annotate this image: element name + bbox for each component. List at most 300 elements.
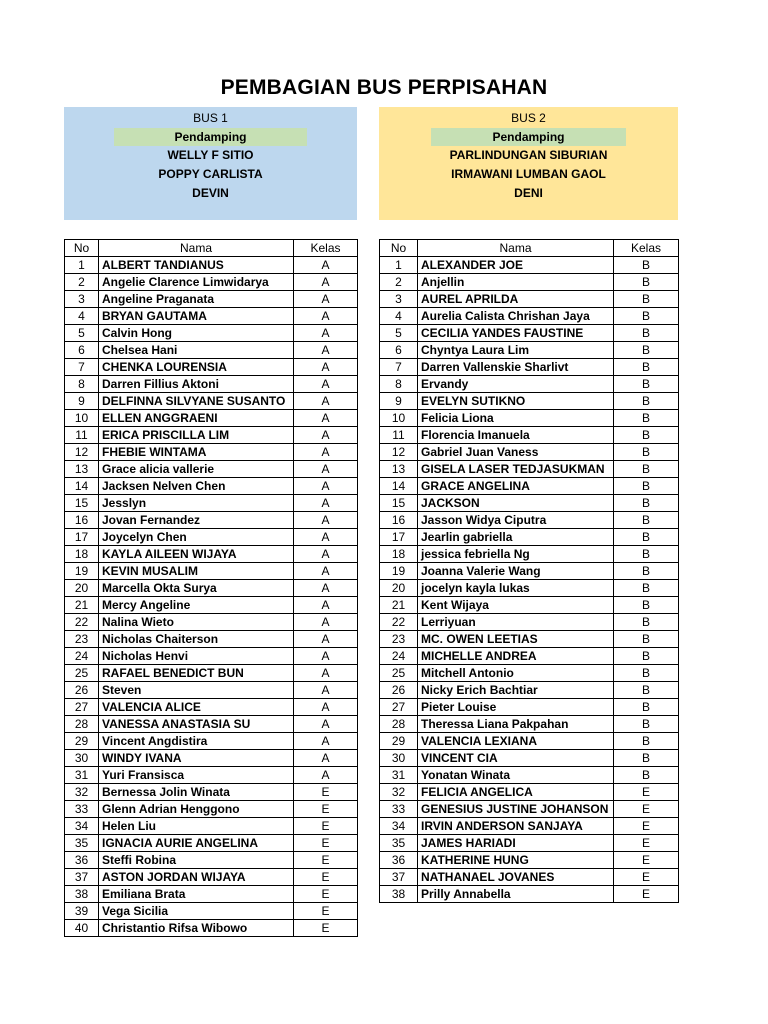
student-class: B <box>614 597 679 614</box>
student-name: Angelie Clarence Limwidarya <box>99 274 294 291</box>
student-class: A <box>294 308 358 325</box>
student-name: Bernessa Jolin Winata <box>99 784 294 801</box>
table-row <box>380 750 679 767</box>
bus-1-label: BUS 1 <box>193 111 228 125</box>
table-row <box>380 818 679 835</box>
table-row <box>65 631 358 648</box>
table-row <box>65 835 358 852</box>
table-row <box>65 750 358 767</box>
table-row <box>380 410 679 427</box>
row-number: 20 <box>65 580 99 597</box>
table-row <box>65 767 358 784</box>
student-class: B <box>614 274 679 291</box>
student-class: A <box>294 257 358 274</box>
student-name: DELFINNA SILVYANE SUSANTO <box>99 393 294 410</box>
table-row <box>65 529 358 546</box>
student-class: A <box>294 376 358 393</box>
student-class: B <box>614 767 679 784</box>
header-kelas: Kelas <box>294 240 358 257</box>
student-name: CECILIA YANDES FAUSTINE <box>418 325 614 342</box>
student-name: ALEXANDER JOE <box>418 257 614 274</box>
table-row <box>380 852 679 869</box>
student-name: Mercy Angeline <box>99 597 294 614</box>
table-row <box>65 716 358 733</box>
student-class: B <box>614 359 679 376</box>
student-class: A <box>294 648 358 665</box>
student-name: ALBERT TANDIANUS <box>99 257 294 274</box>
student-name: JAMES HARIADI <box>418 835 614 852</box>
row-number: 17 <box>65 529 99 546</box>
row-number: 19 <box>65 563 99 580</box>
student-name: Vega Sicilia <box>99 903 294 920</box>
row-number: 2 <box>380 274 418 291</box>
student-class: B <box>614 427 679 444</box>
student-class: B <box>614 325 679 342</box>
table-row <box>380 580 679 597</box>
student-name: AUREL APRILDA <box>418 291 614 308</box>
table-row <box>65 784 358 801</box>
row-number: 28 <box>65 716 99 733</box>
table-row <box>380 274 679 291</box>
header-no: No <box>65 240 99 257</box>
row-number: 8 <box>380 376 418 393</box>
table-row <box>65 376 358 393</box>
student-name: IRVIN ANDERSON SANJAYA <box>418 818 614 835</box>
student-class: A <box>294 478 358 495</box>
row-number: 15 <box>380 495 418 512</box>
student-name: Angeline Praganata <box>99 291 294 308</box>
table-row <box>380 342 679 359</box>
student-name: Marcella Okta Surya <box>99 580 294 597</box>
row-number: 22 <box>380 614 418 631</box>
student-class: B <box>614 580 679 597</box>
row-number: 4 <box>65 308 99 325</box>
student-class: E <box>294 869 358 886</box>
row-number: 6 <box>380 342 418 359</box>
bus-2-student-table <box>379 239 679 903</box>
student-name: ASTON JORDAN WIJAYA <box>99 869 294 886</box>
table-row <box>65 648 358 665</box>
table-row <box>380 308 679 325</box>
student-class: B <box>614 682 679 699</box>
student-name: Darren Vallenskie Sharlivt <box>418 359 614 376</box>
header-nama: Nama <box>418 240 614 257</box>
row-number: 10 <box>65 410 99 427</box>
row-number: 11 <box>380 427 418 444</box>
table-row <box>380 835 679 852</box>
student-class: B <box>614 495 679 512</box>
row-number: 39 <box>65 903 99 920</box>
table-row <box>380 733 679 750</box>
table-row <box>65 512 358 529</box>
student-class: B <box>614 257 679 274</box>
table-row <box>65 342 358 359</box>
row-number: 18 <box>65 546 99 563</box>
row-number: 27 <box>65 699 99 716</box>
student-name: Nalina Wieto <box>99 614 294 631</box>
bus-1-pendamping-name: POPPY CARLISTA <box>158 167 263 181</box>
student-name: Florencia Imanuela <box>418 427 614 444</box>
student-name: KEVIN MUSALIM <box>99 563 294 580</box>
table-row <box>380 359 679 376</box>
student-class: A <box>294 665 358 682</box>
student-name: Pieter Louise <box>418 699 614 716</box>
student-name: Joycelyn Chen <box>99 529 294 546</box>
row-number: 1 <box>380 257 418 274</box>
student-class: E <box>614 852 679 869</box>
table-row <box>65 920 358 937</box>
row-number: 14 <box>65 478 99 495</box>
student-class: B <box>614 529 679 546</box>
student-class: B <box>614 342 679 359</box>
row-number: 25 <box>65 665 99 682</box>
student-name: RAFAEL BENEDICT BUN <box>99 665 294 682</box>
student-name: IGNACIA AURIE ANGELINA <box>99 835 294 852</box>
row-number: 13 <box>380 461 418 478</box>
table-row <box>65 410 358 427</box>
row-number: 10 <box>380 410 418 427</box>
table-row <box>65 818 358 835</box>
row-number: 31 <box>380 767 418 784</box>
student-name: Calvin Hong <box>99 325 294 342</box>
student-class: E <box>294 801 358 818</box>
student-name: VALENCIA LEXIANA <box>418 733 614 750</box>
table-row <box>65 665 358 682</box>
table-row <box>65 733 358 750</box>
student-name: Grace alicia vallerie <box>99 461 294 478</box>
student-class: B <box>614 665 679 682</box>
row-number: 34 <box>65 818 99 835</box>
student-class: A <box>294 325 358 342</box>
student-name: GISELA LASER TEDJASUKMAN <box>418 461 614 478</box>
table-row <box>65 546 358 563</box>
student-name: VINCENT CIA <box>418 750 614 767</box>
student-name: Prilly Annabella <box>418 886 614 903</box>
table-row <box>380 495 679 512</box>
table-header-row <box>380 240 679 257</box>
student-class: A <box>294 461 358 478</box>
row-number: 31 <box>65 767 99 784</box>
row-number: 7 <box>380 359 418 376</box>
student-name: Jesslyn <box>99 495 294 512</box>
table-row <box>380 886 679 903</box>
student-name: WINDY IVANA <box>99 750 294 767</box>
row-number: 37 <box>65 869 99 886</box>
row-number: 16 <box>380 512 418 529</box>
student-class: A <box>294 274 358 291</box>
table-row <box>380 393 679 410</box>
table-row <box>65 393 358 410</box>
row-number: 3 <box>380 291 418 308</box>
table-row <box>65 801 358 818</box>
student-name: NATHANAEL JOVANES <box>418 869 614 886</box>
row-number: 11 <box>65 427 99 444</box>
row-number: 5 <box>380 325 418 342</box>
row-number: 24 <box>65 648 99 665</box>
student-class: A <box>294 427 358 444</box>
student-name: Theressa Liana Pakpahan <box>418 716 614 733</box>
student-class: B <box>614 750 679 767</box>
student-name: Helen Liu <box>99 818 294 835</box>
student-class: A <box>294 393 358 410</box>
student-class: A <box>294 767 358 784</box>
table-row <box>380 427 679 444</box>
row-number: 7 <box>65 359 99 376</box>
student-name: ELLEN ANGGRAENI <box>99 410 294 427</box>
table-row <box>65 359 358 376</box>
student-name: GENESIUS JUSTINE JOHANSON <box>418 801 614 818</box>
bus-1-panel <box>64 107 357 220</box>
student-name: Mitchell Antonio <box>418 665 614 682</box>
student-name: Anjellin <box>418 274 614 291</box>
student-class: A <box>294 495 358 512</box>
row-number: 29 <box>65 733 99 750</box>
student-class: B <box>614 444 679 461</box>
row-number: 26 <box>380 682 418 699</box>
student-class: B <box>614 648 679 665</box>
student-class: B <box>614 291 679 308</box>
student-class: B <box>614 733 679 750</box>
student-class: E <box>614 801 679 818</box>
row-number: 24 <box>380 648 418 665</box>
table-row <box>65 563 358 580</box>
bus-2-pendamping-name: DENI <box>514 186 543 200</box>
table-row <box>380 631 679 648</box>
table-row <box>65 495 358 512</box>
row-number: 9 <box>380 393 418 410</box>
table-row <box>65 308 358 325</box>
table-row <box>65 597 358 614</box>
row-number: 21 <box>380 597 418 614</box>
row-number: 23 <box>65 631 99 648</box>
student-class: E <box>614 784 679 801</box>
row-number: 12 <box>380 444 418 461</box>
row-number: 20 <box>380 580 418 597</box>
row-number: 18 <box>380 546 418 563</box>
student-name: Jacksen Nelven Chen <box>99 478 294 495</box>
student-class: B <box>614 546 679 563</box>
student-name: VALENCIA ALICE <box>99 699 294 716</box>
table-row <box>380 648 679 665</box>
row-number: 35 <box>380 835 418 852</box>
student-name: Yonatan Winata <box>418 767 614 784</box>
table-row <box>380 716 679 733</box>
row-number: 15 <box>65 495 99 512</box>
row-number: 38 <box>65 886 99 903</box>
student-class: E <box>294 784 358 801</box>
table-row <box>380 801 679 818</box>
student-name: Jovan Fernandez <box>99 512 294 529</box>
student-name: GRACE ANGELINA <box>418 478 614 495</box>
row-number: 23 <box>380 631 418 648</box>
row-number: 1 <box>65 257 99 274</box>
row-number: 25 <box>380 665 418 682</box>
student-class: A <box>294 699 358 716</box>
table-row <box>65 903 358 920</box>
student-class: E <box>294 835 358 852</box>
table-row <box>380 597 679 614</box>
row-number: 36 <box>380 852 418 869</box>
student-name: Vincent Angdistira <box>99 733 294 750</box>
table-row <box>65 614 358 631</box>
student-name: Lerriyuan <box>418 614 614 631</box>
student-class: E <box>614 835 679 852</box>
row-number: 26 <box>65 682 99 699</box>
table-row <box>65 682 358 699</box>
table-row <box>380 614 679 631</box>
row-number: 17 <box>380 529 418 546</box>
table-row <box>65 427 358 444</box>
row-number: 14 <box>380 478 418 495</box>
row-number: 3 <box>65 291 99 308</box>
table-row <box>380 784 679 801</box>
student-name: Aurelia Calista Chrishan Jaya <box>418 308 614 325</box>
student-class: E <box>294 886 358 903</box>
student-name: Nicholas Henvi <box>99 648 294 665</box>
student-name: MICHELLE ANDREA <box>418 648 614 665</box>
student-name: Gabriel Juan Vaness <box>418 444 614 461</box>
student-name: FHEBIE WINTAMA <box>99 444 294 461</box>
row-number: 33 <box>65 801 99 818</box>
table-header-row <box>65 240 358 257</box>
student-class: B <box>614 631 679 648</box>
student-name: Chyntya Laura Lim <box>418 342 614 359</box>
student-class: A <box>294 614 358 631</box>
table-row <box>380 325 679 342</box>
table-row <box>380 563 679 580</box>
student-name: jocelyn kayla lukas <box>418 580 614 597</box>
table-row <box>380 869 679 886</box>
student-name: KAYLA AILEEN WIJAYA <box>99 546 294 563</box>
student-class: B <box>614 478 679 495</box>
student-class: B <box>614 461 679 478</box>
student-name: Chelsea Hani <box>99 342 294 359</box>
student-class: A <box>294 342 358 359</box>
student-class: B <box>614 614 679 631</box>
student-class: B <box>614 376 679 393</box>
bus-2-label: BUS 2 <box>511 111 546 125</box>
student-class: A <box>294 410 358 427</box>
student-class: B <box>614 699 679 716</box>
table-row <box>65 699 358 716</box>
student-class: A <box>294 682 358 699</box>
table-row <box>380 546 679 563</box>
student-name: Christantio Rifsa Wibowo <box>99 920 294 937</box>
table-row <box>65 852 358 869</box>
row-number: 34 <box>380 818 418 835</box>
table-row <box>380 699 679 716</box>
student-name: EVELYN SUTIKNO <box>418 393 614 410</box>
row-number: 32 <box>65 784 99 801</box>
row-number: 8 <box>65 376 99 393</box>
student-class: E <box>294 920 358 937</box>
student-name: Jasson Widya Ciputra <box>418 512 614 529</box>
row-number: 30 <box>380 750 418 767</box>
student-name: Steven <box>99 682 294 699</box>
row-number: 28 <box>380 716 418 733</box>
student-class: B <box>614 716 679 733</box>
row-number: 16 <box>65 512 99 529</box>
row-number: 2 <box>65 274 99 291</box>
row-number: 13 <box>65 461 99 478</box>
header-kelas: Kelas <box>614 240 679 257</box>
bus-1-pendamping-name: WELLY F SITIO <box>167 148 254 162</box>
table-row <box>380 478 679 495</box>
header-no: No <box>380 240 418 257</box>
student-class: A <box>294 291 358 308</box>
table-row <box>65 886 358 903</box>
table-row <box>380 682 679 699</box>
bus-1-pendamping-label: Pendamping <box>114 128 307 146</box>
row-number: 37 <box>380 869 418 886</box>
bus-2-pendamping-name: IRMAWANI LUMBAN GAOL <box>451 167 606 181</box>
row-number: 4 <box>380 308 418 325</box>
student-name: MC. OWEN LEETIAS <box>418 631 614 648</box>
student-name: KATHERINE HUNG <box>418 852 614 869</box>
table-row <box>380 461 679 478</box>
student-class: A <box>294 597 358 614</box>
table-row <box>380 257 679 274</box>
table-row <box>380 529 679 546</box>
row-number: 40 <box>65 920 99 937</box>
student-class: A <box>294 444 358 461</box>
row-number: 33 <box>380 801 418 818</box>
student-name: Jearlin gabriella <box>418 529 614 546</box>
row-number: 35 <box>65 835 99 852</box>
row-number: 5 <box>65 325 99 342</box>
row-number: 19 <box>380 563 418 580</box>
table-row <box>65 869 358 886</box>
header-nama: Nama <box>99 240 294 257</box>
row-number: 12 <box>65 444 99 461</box>
student-name: Glenn Adrian Henggono <box>99 801 294 818</box>
student-name: Steffi Robina <box>99 852 294 869</box>
table-row <box>380 444 679 461</box>
student-name: JACKSON <box>418 495 614 512</box>
bus-2-pendamping-name: PARLINDUNGAN SIBURIAN <box>449 148 608 162</box>
student-class: A <box>294 546 358 563</box>
student-name: BRYAN GAUTAMA <box>99 308 294 325</box>
row-number: 36 <box>65 852 99 869</box>
row-number: 30 <box>65 750 99 767</box>
student-class: A <box>294 359 358 376</box>
row-number: 22 <box>65 614 99 631</box>
bus-1-student-table <box>64 239 358 937</box>
table-row <box>380 665 679 682</box>
table-row <box>65 461 358 478</box>
student-class: B <box>614 393 679 410</box>
student-class: A <box>294 631 358 648</box>
table-row <box>380 512 679 529</box>
bus-2-panel <box>379 107 678 220</box>
student-class: A <box>294 716 358 733</box>
student-name: Ervandy <box>418 376 614 393</box>
row-number: 32 <box>380 784 418 801</box>
student-class: B <box>614 563 679 580</box>
student-class: B <box>614 512 679 529</box>
bus-2-pendamping-label: Pendamping <box>431 128 626 146</box>
student-class: B <box>614 308 679 325</box>
student-name: CHENKA LOURENSIA <box>99 359 294 376</box>
student-class: E <box>614 818 679 835</box>
student-class: E <box>294 903 358 920</box>
table-row <box>65 478 358 495</box>
student-name: FELICIA ANGELICA <box>418 784 614 801</box>
row-number: 9 <box>65 393 99 410</box>
student-name: Yuri Fransisca <box>99 767 294 784</box>
table-row <box>380 291 679 308</box>
student-class: E <box>294 852 358 869</box>
